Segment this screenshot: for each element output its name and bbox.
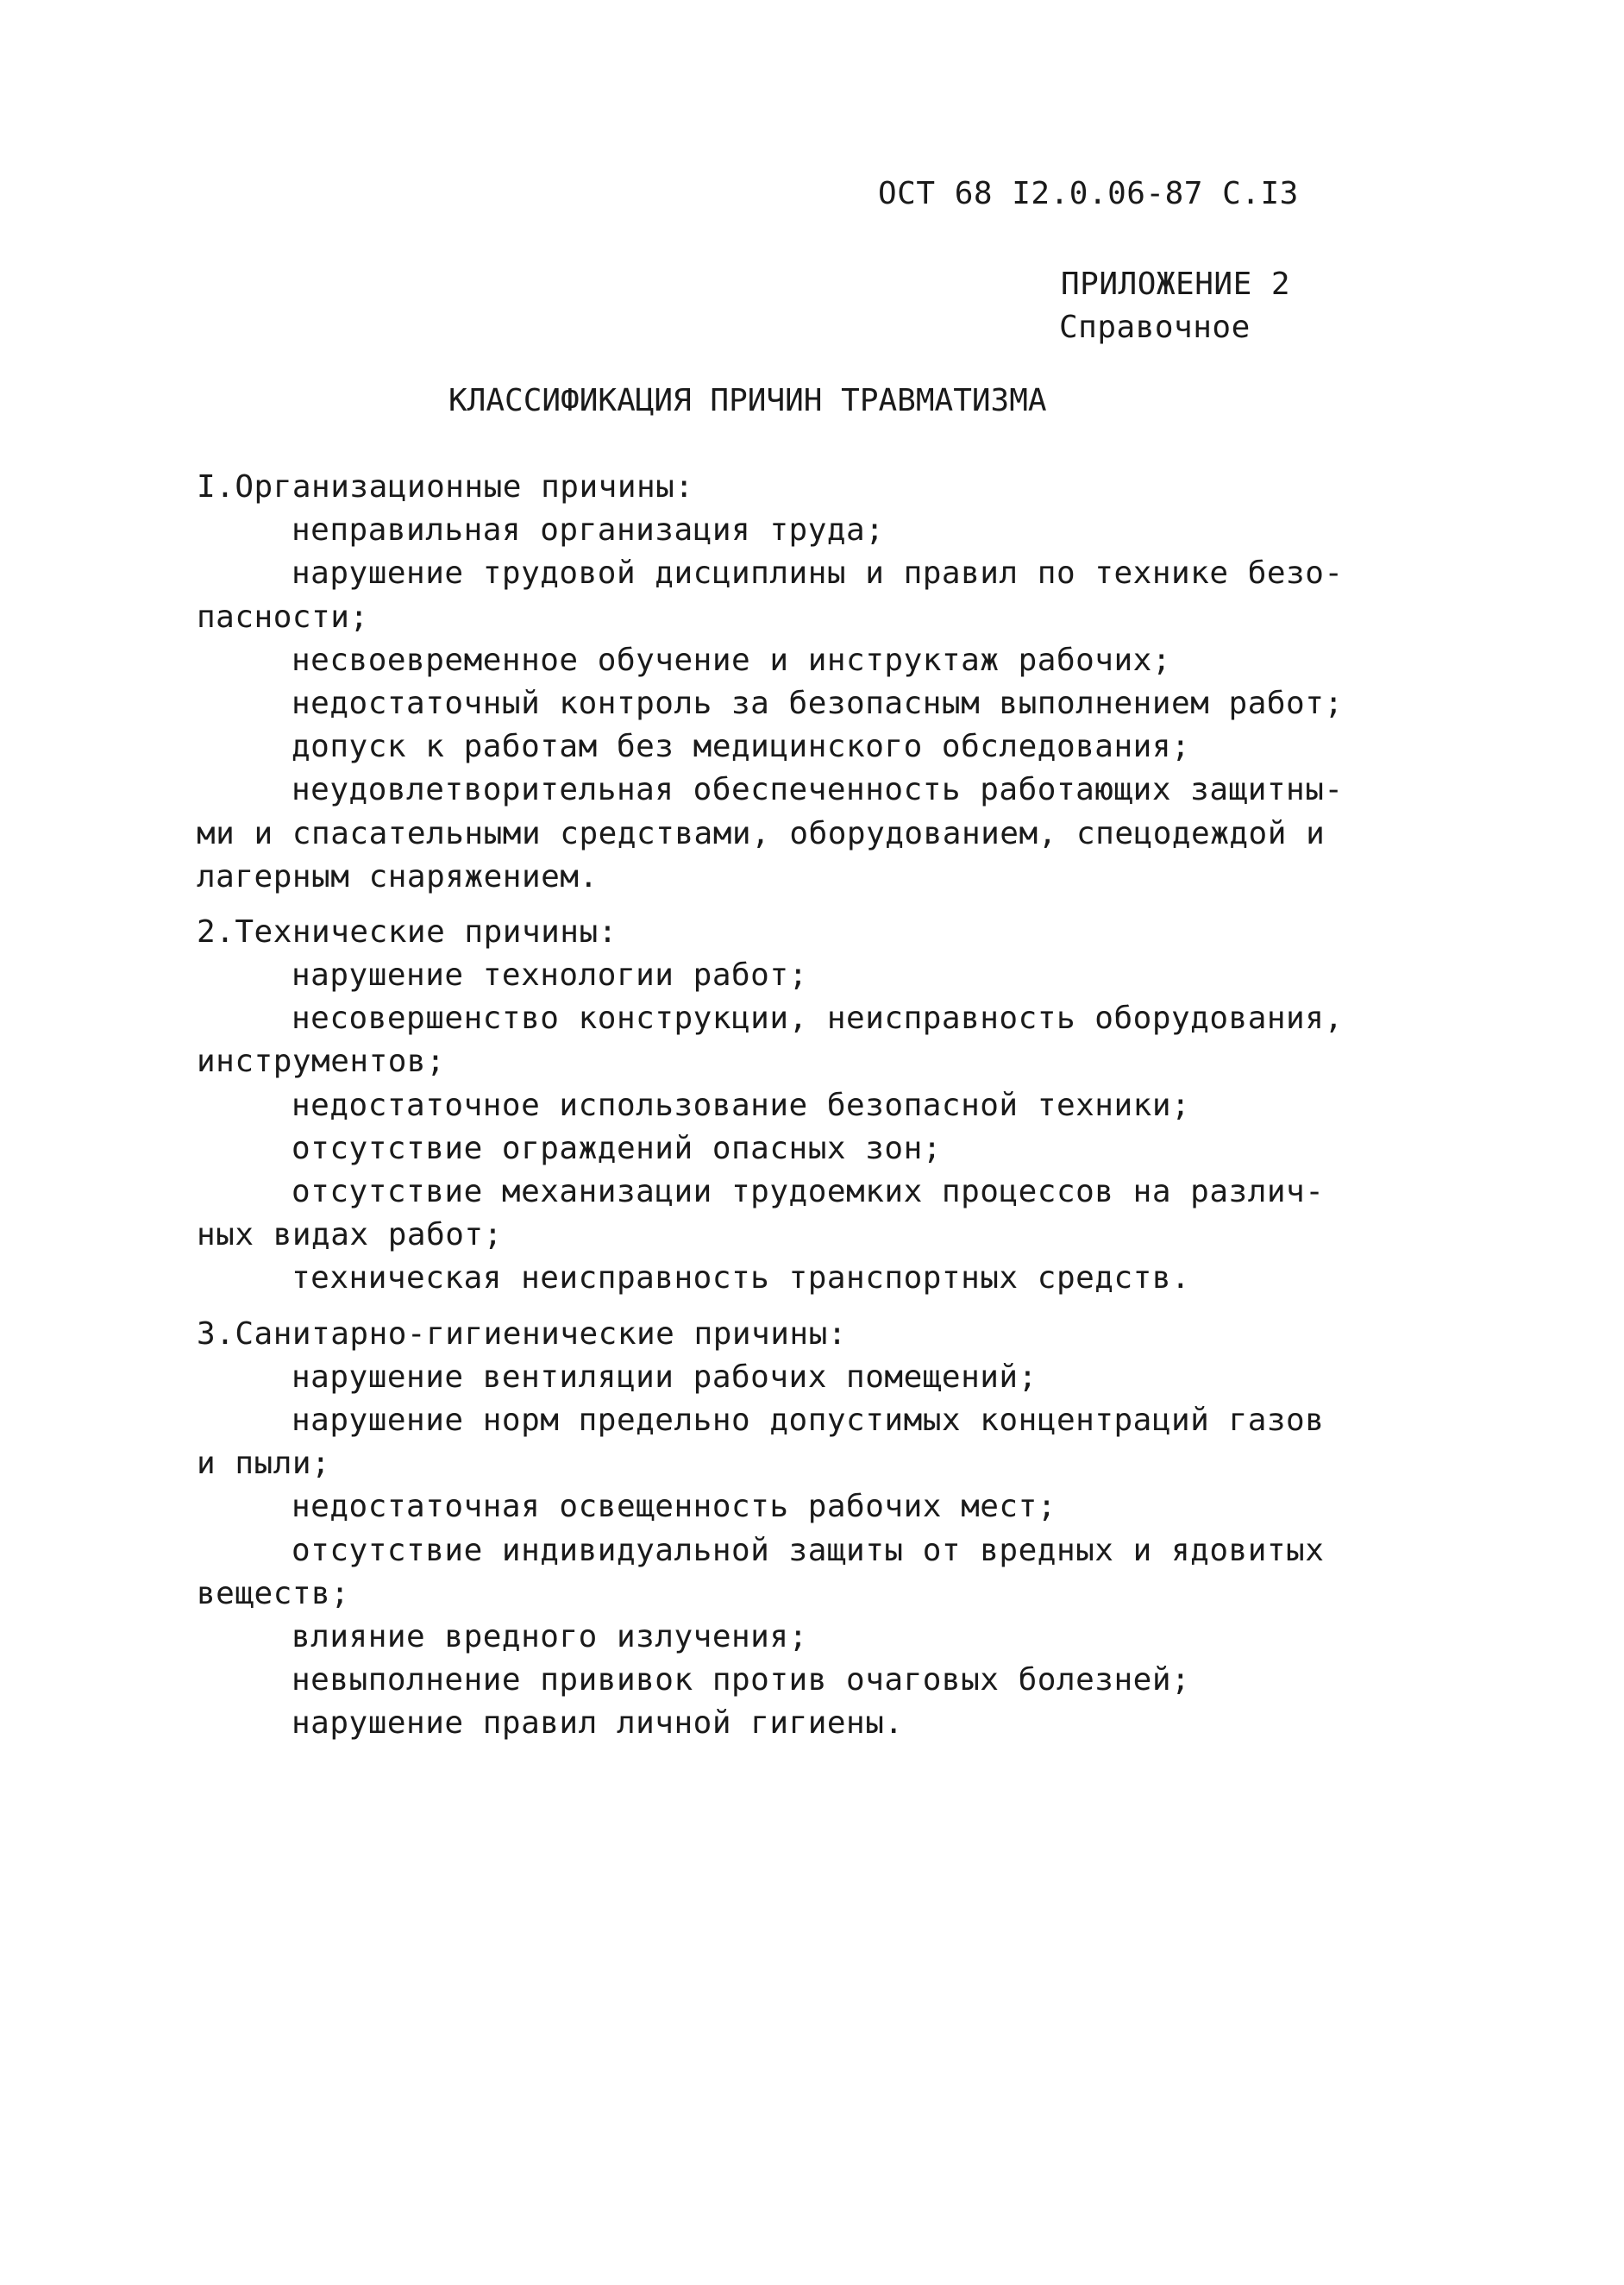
section-line: отсутствие индивидуальной защиты от вредных и ядовитых [292, 1532, 1325, 1568]
section-heading: 3.Санитарно-гигиенические причины: [197, 1315, 847, 1352]
section-line: невыполнение прививок против очаговых болезней; [292, 1662, 1191, 1698]
section-line: нарушение вентиляции рабочих помещений; [292, 1359, 1038, 1395]
section-line: несвоевременное обучение и инструктаж рабочих; [292, 642, 1171, 678]
section-line: нарушение правил личной гигиены. [292, 1705, 904, 1742]
section-line: недостаточное использование безопасной техники; [292, 1087, 1191, 1123]
section-line: недостаточная освещенность рабочих мест; [292, 1489, 1057, 1525]
section-line: недостаточный контроль за безопасным выполнением работ; [292, 685, 1344, 721]
appendix-label: ПРИЛОЖЕНИЕ 2 [1061, 267, 1291, 302]
section-line: нарушение трудовой дисциплины и правил по технике безо- [292, 556, 1344, 592]
appendix-type: Справочное [1059, 310, 1251, 345]
section-line: допуск к работам без медицинского обследования; [292, 729, 1191, 765]
section-line: ных видах работ; [197, 1217, 503, 1253]
section-line: отсутствие ограждений опасных зон; [292, 1130, 942, 1166]
section-line: ми и спасательными средствами, оборудованием, спецодеждой и [197, 815, 1326, 851]
section-line: пасности; [197, 599, 369, 635]
section-line: инструментов; [197, 1044, 446, 1080]
section-heading: 2.Технические причины: [197, 913, 618, 950]
section-line: техническая неисправность транспортных средств. [292, 1260, 1191, 1296]
section-line: влияние вредного излучения; [292, 1618, 808, 1654]
document-title: КЛАССИФИКАЦИЯ ПРИЧИН ТРАВМАТИЗМА [448, 383, 1047, 418]
section-line: неправильная организация труда; [292, 512, 885, 549]
section-line: веществ; [197, 1575, 350, 1611]
section-line: нарушение норм предельно допустимых концентраций газов [292, 1402, 1325, 1438]
document-code: ОСТ 68 I2.0.06-87 С.I3 [878, 176, 1299, 211]
section-heading: I.Организационные причины: [197, 469, 694, 505]
document-body [197, 466, 1344, 1745]
section-line: несовершенство конструкции, неисправность оборудования, [292, 1001, 1344, 1037]
section-line: отсутствие механизации трудоемких процессов на различ- [292, 1174, 1325, 1209]
section-line: неудовлетворительная обеспеченность работающих защитны- [292, 772, 1344, 808]
section-line: нарушение технологии работ; [292, 957, 808, 994]
section-line: и пыли; [197, 1446, 331, 1482]
section-line: лагерным снаряжением. [197, 858, 599, 895]
